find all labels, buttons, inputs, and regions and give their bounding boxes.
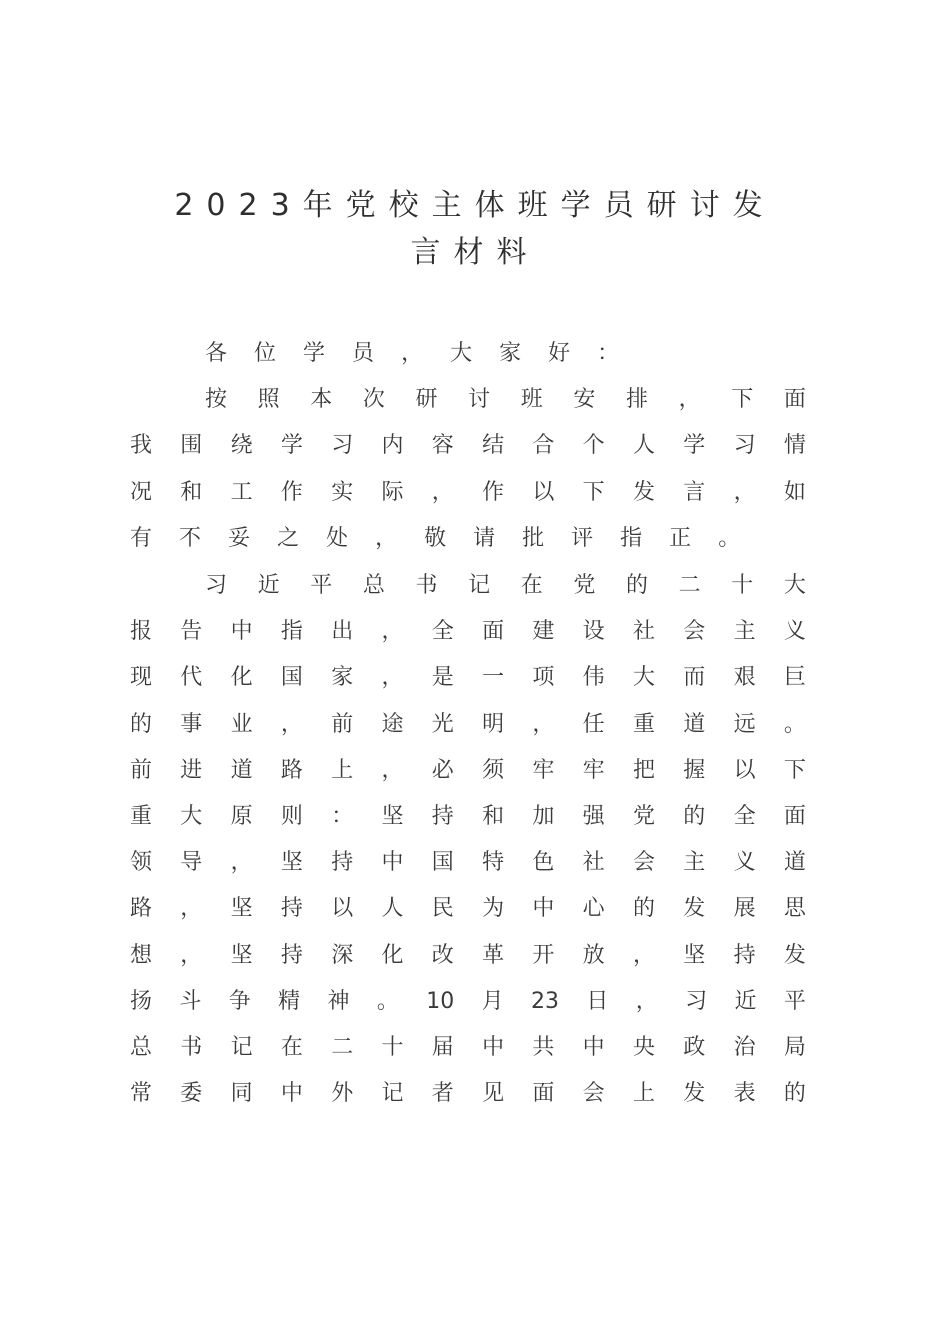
text-glyph: 会 (683, 619, 706, 644)
text-glyph: 事 (180, 712, 203, 737)
text-glyph: 照 (257, 387, 280, 412)
text-glyph: 情 (783, 433, 806, 458)
text-line (130, 616, 806, 648)
text-glyph: 党 (632, 804, 655, 829)
text-glyph: 道 (783, 850, 806, 875)
text-glyph: 结 (482, 433, 505, 458)
text-glyph: 平 (783, 989, 806, 1014)
text-glyph: 工 (230, 480, 253, 505)
text-glyph: 主 (683, 850, 706, 875)
text-glyph: 有 (130, 526, 153, 551)
text-glyph: 委 (180, 1081, 203, 1106)
text-glyph: 持 (431, 804, 454, 829)
text-glyph: 想 (130, 943, 153, 968)
text-glyph: 治 (733, 1035, 756, 1060)
text-glyph: 把 (632, 758, 655, 783)
text-glyph: 下 (783, 758, 806, 783)
text-glyph: 23 (530, 989, 559, 1014)
text-glyph: 现 (130, 665, 153, 690)
text-glyph: 总 (130, 1035, 153, 1060)
text-glyph: 面 (783, 387, 806, 412)
text-glyph: 书 (415, 573, 438, 598)
text-glyph: 。 (376, 989, 399, 1014)
text-glyph: 况 (130, 480, 153, 505)
text-glyph: 面 (482, 619, 505, 644)
text-glyph: ， (180, 943, 203, 968)
text-glyph: 光 (431, 712, 454, 737)
text-glyph: 社 (632, 619, 655, 644)
text-glyph: 而 (683, 665, 706, 690)
text-glyph: 指 (620, 526, 643, 551)
text-glyph: 外 (331, 1081, 354, 1106)
text-glyph: 是 (431, 665, 454, 690)
text-glyph: 的 (130, 712, 153, 737)
text-glyph: 特 (482, 850, 505, 875)
text-glyph: 为 (482, 896, 505, 921)
text-glyph: 评 (571, 526, 594, 551)
text-glyph: 道 (230, 758, 253, 783)
text-glyph: 正 (669, 526, 692, 551)
text-glyph: 届 (431, 1035, 454, 1060)
text-glyph: 义 (783, 619, 806, 644)
text-glyph: 化 (230, 665, 253, 690)
text-glyph: 的 (783, 1081, 806, 1106)
text-glyph: 坚 (230, 943, 253, 968)
text-glyph: 全 (733, 804, 756, 829)
text-glyph: 大 (180, 804, 203, 829)
text-glyph: 色 (532, 850, 555, 875)
text-glyph: 握 (683, 758, 706, 783)
text-line (130, 801, 806, 833)
text-glyph: 记 (468, 573, 491, 598)
text-glyph: 原 (230, 804, 253, 829)
text-glyph: ， (230, 850, 253, 875)
text-glyph: ， (431, 480, 454, 505)
text-glyph: 在 (280, 1035, 303, 1060)
text-glyph: 前 (130, 758, 153, 783)
text-glyph: 国 (280, 665, 303, 690)
text-glyph: 学 (303, 341, 326, 366)
text-glyph: 家 (331, 665, 354, 690)
text-line (130, 893, 806, 925)
text-glyph: ， (635, 989, 658, 1014)
text-glyph: ， (401, 341, 424, 366)
text-glyph: 下 (731, 387, 754, 412)
text-glyph: 持 (280, 896, 303, 921)
text-glyph: 请 (473, 526, 496, 551)
text-glyph: 路 (130, 896, 153, 921)
text-glyph: 心 (582, 896, 605, 921)
text-glyph: 化 (381, 943, 404, 968)
text-glyph: 道 (683, 712, 706, 737)
text-glyph: 前 (331, 712, 354, 737)
text-glyph: 远 (733, 712, 756, 737)
text-glyph: 深 (331, 943, 354, 968)
text-glyph: 革 (482, 943, 505, 968)
text-glyph: 的 (683, 804, 706, 829)
text-glyph: 巨 (783, 665, 806, 690)
text-glyph: 平 (310, 573, 333, 598)
text-glyph: 全 (431, 619, 454, 644)
text-glyph: 十 (381, 1035, 404, 1060)
text-glyph: 二 (678, 573, 701, 598)
text-glyph: 会 (632, 850, 655, 875)
text-glyph: 近 (734, 989, 757, 1014)
text-glyph: 敬 (424, 526, 447, 551)
text-glyph: 进 (180, 758, 203, 783)
text-glyph: 近 (257, 573, 280, 598)
text-glyph: ， (532, 712, 555, 737)
text-glyph: 路 (280, 758, 303, 783)
text-glyph: 学 (683, 433, 706, 458)
text-line (130, 1078, 806, 1110)
text-line (205, 338, 806, 370)
text-glyph: 。 (783, 712, 806, 737)
text-glyph: 发 (683, 896, 706, 921)
text-glyph: 学 (280, 433, 303, 458)
text-glyph: 内 (381, 433, 404, 458)
text-glyph: 发 (683, 1081, 706, 1106)
text-glyph: 在 (520, 573, 543, 598)
text-glyph: 党 (573, 573, 596, 598)
text-glyph: 不 (179, 526, 202, 551)
text-glyph: 神 (327, 989, 350, 1014)
text-glyph: 以 (331, 896, 354, 921)
text-glyph: 批 (522, 526, 545, 551)
text-glyph: 的 (626, 573, 649, 598)
text-glyph: 实 (331, 480, 354, 505)
text-glyph: 重 (632, 712, 655, 737)
text-glyph: 10 (426, 989, 455, 1014)
text-glyph: 大 (783, 573, 806, 598)
text-glyph: 十 (731, 573, 754, 598)
text-line (130, 986, 806, 1018)
text-glyph: ， (381, 665, 404, 690)
text-line (130, 709, 806, 741)
text-glyph: 记 (230, 1035, 253, 1060)
text-glyph: 加 (532, 804, 555, 829)
text-glyph: 开 (532, 943, 555, 968)
text-glyph: 书 (180, 1035, 203, 1060)
text-glyph: 放 (582, 943, 605, 968)
text-glyph: 合 (532, 433, 555, 458)
text-glyph: 共 (532, 1035, 555, 1060)
text-glyph: 习 (205, 573, 228, 598)
text-line (130, 940, 806, 972)
text-glyph: 艰 (733, 665, 756, 690)
text-glyph: ， (180, 896, 203, 921)
text-glyph: 伟 (582, 665, 605, 690)
text-glyph: 建 (532, 619, 555, 644)
text-glyph: 我 (130, 433, 153, 458)
text-glyph: 如 (783, 480, 806, 505)
text-glyph: 途 (381, 712, 404, 737)
text-glyph: 设 (582, 619, 605, 644)
text-glyph: 绕 (230, 433, 253, 458)
text-glyph: ， (381, 619, 404, 644)
text-glyph: 持 (331, 850, 354, 875)
text-glyph: 日 (586, 989, 609, 1014)
text-glyph: 民 (431, 896, 454, 921)
text-glyph: 争 (228, 989, 251, 1014)
text-glyph: 个 (582, 433, 605, 458)
text-glyph: 中 (230, 619, 253, 644)
text-glyph: 主 (733, 619, 756, 644)
text-glyph: 精 (278, 989, 301, 1014)
text-glyph: 常 (130, 1081, 153, 1106)
text-glyph: 习 (733, 433, 756, 458)
text-glyph: 持 (733, 943, 756, 968)
text-glyph: 以 (733, 758, 756, 783)
text-glyph: 报 (130, 619, 153, 644)
text-glyph: 局 (783, 1035, 806, 1060)
text-glyph: 则 (280, 804, 303, 829)
text-glyph: ， (632, 943, 655, 968)
text-glyph: 改 (431, 943, 454, 968)
text-glyph: ， (381, 758, 404, 783)
text-line (205, 570, 806, 602)
document-title-line-1: 2023年党校主体班学员研讨发 (174, 188, 776, 223)
text-glyph: 按 (205, 387, 228, 412)
text-glyph: 项 (532, 665, 555, 690)
text-glyph: 妥 (228, 526, 251, 551)
text-glyph: ， (733, 480, 756, 505)
text-glyph: 作 (482, 480, 505, 505)
text-glyph: 者 (431, 1081, 454, 1106)
text-glyph: 安 (573, 387, 596, 412)
text-glyph: 发 (632, 480, 655, 505)
text-glyph: 展 (733, 896, 756, 921)
text-glyph: 坚 (683, 943, 706, 968)
text-glyph: 代 (180, 665, 203, 690)
text-glyph: 领 (130, 850, 153, 875)
text-glyph: 中 (582, 1035, 605, 1060)
text-glyph: 牢 (532, 758, 555, 783)
text-glyph: 须 (482, 758, 505, 783)
text-glyph: 强 (582, 804, 605, 829)
text-glyph: 各 (205, 341, 228, 366)
text-glyph: 作 (280, 480, 303, 505)
text-glyph: 月 (481, 989, 504, 1014)
text-glyph: 总 (362, 573, 385, 598)
text-glyph: 中 (532, 896, 555, 921)
text-glyph: 本 (310, 387, 333, 412)
text-line (130, 1032, 806, 1064)
text-glyph: 明 (482, 712, 505, 737)
text-glyph: 社 (582, 850, 605, 875)
text-glyph: 重 (130, 804, 153, 829)
text-glyph: 记 (381, 1081, 404, 1106)
text-glyph: 思 (783, 896, 806, 921)
text-glyph: 讨 (468, 387, 491, 412)
text-glyph: 下 (582, 480, 605, 505)
text-glyph: 处 (326, 526, 349, 551)
text-glyph: 好 (548, 341, 571, 366)
text-glyph: 持 (280, 943, 303, 968)
text-glyph: 必 (431, 758, 454, 783)
text-glyph: 业 (230, 712, 253, 737)
text-glyph: 上 (632, 1081, 655, 1106)
text-glyph: 坚 (381, 804, 404, 829)
text-line (130, 662, 806, 694)
text-glyph: ： (597, 341, 620, 366)
text-glyph: 排 (626, 387, 649, 412)
text-glyph: 人 (381, 896, 404, 921)
text-glyph: 指 (280, 619, 303, 644)
text-glyph: 见 (482, 1081, 505, 1106)
text-glyph: 面 (783, 804, 806, 829)
text-glyph: 的 (632, 896, 655, 921)
text-glyph: 表 (733, 1081, 756, 1106)
text-glyph: 言 (683, 480, 706, 505)
text-line (130, 523, 806, 555)
text-glyph: 牢 (582, 758, 605, 783)
text-glyph: ， (280, 712, 303, 737)
text-glyph: 中 (280, 1081, 303, 1106)
text-glyph: 政 (683, 1035, 706, 1060)
text-glyph: 上 (331, 758, 354, 783)
text-glyph: 中 (381, 850, 404, 875)
text-glyph: ： (331, 804, 354, 829)
text-glyph: 发 (783, 943, 806, 968)
text-glyph: 班 (520, 387, 543, 412)
text-glyph: 会 (582, 1081, 605, 1106)
text-glyph: 导 (180, 850, 203, 875)
text-glyph: 次 (362, 387, 385, 412)
text-glyph: 中 (482, 1035, 505, 1060)
text-glyph: 以 (532, 480, 555, 505)
text-glyph: 坚 (230, 896, 253, 921)
text-glyph: 扬 (130, 989, 153, 1014)
text-glyph: 研 (415, 387, 438, 412)
text-line (130, 755, 806, 787)
text-line (130, 477, 806, 509)
text-glyph: 位 (254, 341, 277, 366)
text-glyph: 际 (381, 480, 404, 505)
text-line (130, 430, 806, 462)
text-glyph: 同 (230, 1081, 253, 1106)
text-glyph: 围 (180, 433, 203, 458)
text-glyph: 斗 (179, 989, 202, 1014)
text-glyph: 二 (331, 1035, 354, 1060)
text-glyph: 国 (431, 850, 454, 875)
text-line (205, 384, 806, 416)
text-glyph: 义 (733, 850, 756, 875)
text-glyph: 员 (352, 341, 375, 366)
text-glyph: 一 (482, 665, 505, 690)
text-glyph: 容 (431, 433, 454, 458)
text-glyph: 大 (450, 341, 473, 366)
text-glyph: 面 (532, 1081, 555, 1106)
text-glyph: 习 (685, 989, 708, 1014)
document-title-line-2: 言材料 (410, 235, 540, 270)
text-glyph: 之 (277, 526, 300, 551)
text-glyph: ， (678, 387, 701, 412)
text-glyph: 大 (632, 665, 655, 690)
text-glyph: ， (375, 526, 398, 551)
text-glyph: 央 (632, 1035, 655, 1060)
text-glyph: 和 (482, 804, 505, 829)
text-glyph: 家 (499, 341, 522, 366)
text-glyph: 和 (180, 480, 203, 505)
text-line (130, 847, 806, 879)
text-glyph: 。 (718, 526, 741, 551)
text-glyph: 告 (180, 619, 203, 644)
text-glyph: 坚 (280, 850, 303, 875)
text-glyph: 人 (632, 433, 655, 458)
text-glyph: 出 (331, 619, 354, 644)
text-glyph: 习 (331, 433, 354, 458)
text-glyph: 任 (582, 712, 605, 737)
